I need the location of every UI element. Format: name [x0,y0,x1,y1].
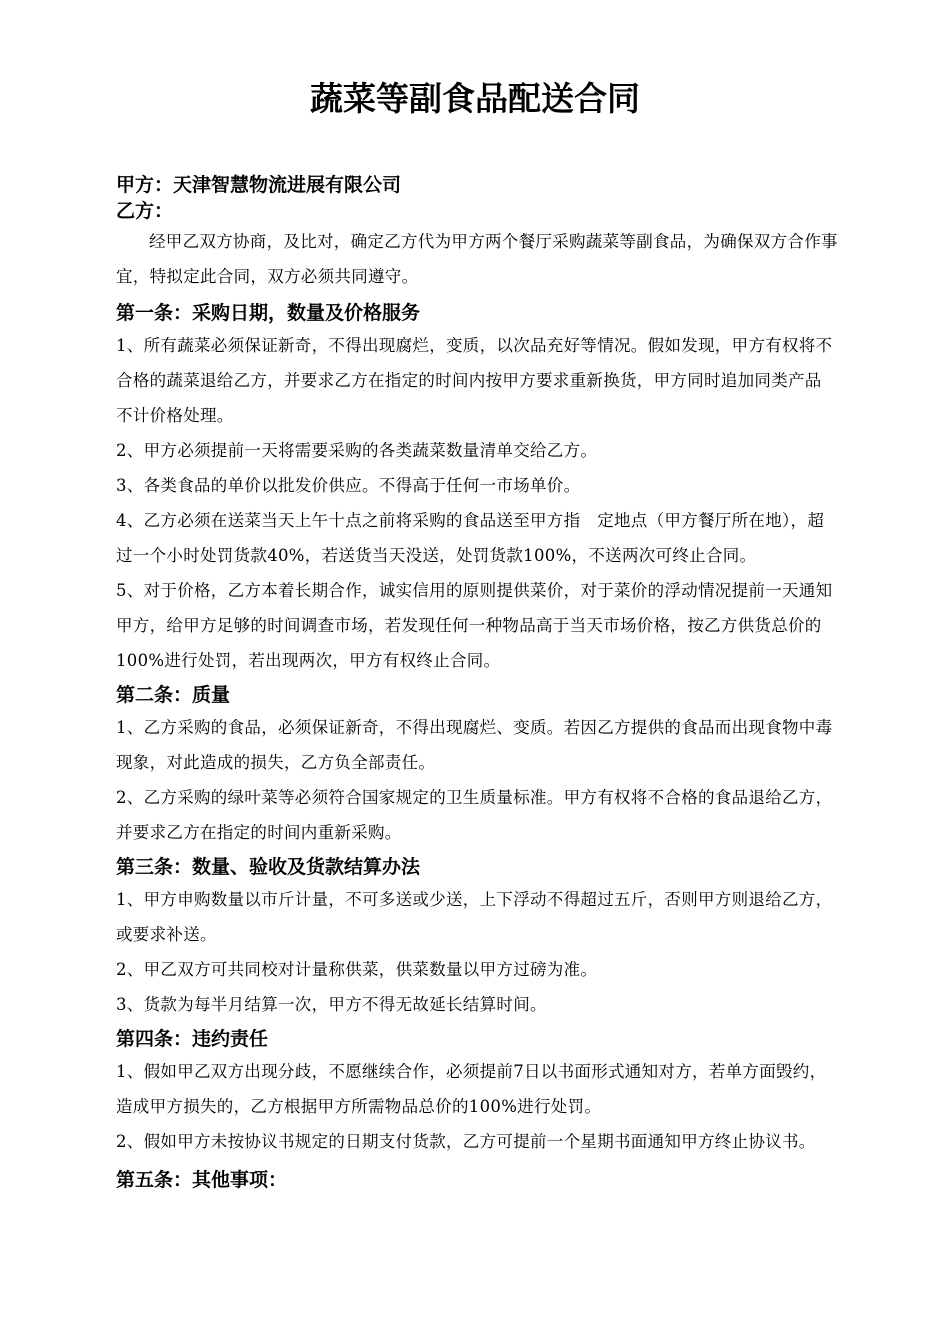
clause-paragraph: 2、假如甲方未按协议书规定的日期支付货款，乙方可提前一个星期书面通知甲方终止协议书。 [116,1132,816,1151]
clause-paragraph: 2、乙方采购的绿叶菜等必须符合国家规定的卫生质量标准。甲方有权将不合格的食品退给乙方，并要求乙方在指定的时间内重新采购。 [116,788,833,842]
section-1 [116,298,838,678]
clause-paragraph: 5、对于价格，乙方本着长期合作，诚实信用的原则提供菜价，对于菜价的浮动情况提前一天通知甲方，给甲方足够的时间调查市场，若发现任何一种物品高于当天市场价格，按乙方供货总价的100%进行处罚，若出现两次，甲方有权终止合同。 [116,581,833,670]
party-a: 甲方：天津智慧物流进展有限公司 [116,174,402,196]
clause-paragraph: 1、假如甲乙双方出现分歧，不愿继续合作，必须提前7日以书面形式通知对方，若单方面毁约，造成甲方损失的，乙方根据甲方所需物品总价的100%进行处罚。 [116,1062,827,1116]
section-2 [116,680,838,850]
section-5 [116,1165,838,1195]
clause-paragraph: 1、所有蔬菜必须保证新奇，不得出现腐烂，变质，以次品充好等情况。假如发现，甲方有权将不合格的蔬菜退给乙方，并要求乙方在指定的时间内按甲方要求重新换货，甲方同时追加同类产品不计价格处理。 [116,336,833,425]
party-b: 乙方： [116,200,174,222]
clause-paragraph: 1、甲方申购数量以市斤计量，不可多送或少送，上下浮动不得超过五斤，否则甲方则退给乙方，或要求补送。 [116,890,833,944]
clause-paragraph: 3、货款为每半月结算一次，甲方不得无故延长结算时间。 [116,995,547,1014]
document-title: 蔬菜等副食品配送合同 [310,79,640,118]
clause-paragraph: 4、乙方必须在送菜当天上午十点之前将采购的食品送至甲方指 定地点（甲方餐厅所在地），超过一个小时处罚货款40%，若送货当天没送，处罚货款100%，不送两次可终止合同。 [116,511,825,565]
section-heading: 第一条：采购日期，数量及价格服务 [116,302,421,324]
section-heading: 第五条：其他事项： [116,1169,288,1191]
clause-paragraph: 2、甲方必须提前一天将需要采购的各类蔬菜数量清单交给乙方。 [116,441,598,460]
section-heading: 第二条：质量 [116,684,231,706]
intro-paragraph: 经甲乙双方协商，及比对，确定乙方代为甲方两个餐厅采购蔬菜等副食品，为确保双方合作事宜，特拟定此合同，双方必须共同遵守。 [116,232,838,286]
section-3 [116,852,838,1022]
clause-paragraph: 3、各类食品的单价以批发价供应。不得高于任何一市场单价。 [116,476,581,495]
section-heading: 第四条：违约责任 [116,1028,269,1050]
clause-paragraph: 2、甲乙双方可共同校对计量称供菜，供菜数量以甲方过磅为准。 [116,960,598,979]
section-heading: 第三条：数量、验收及货款结算办法 [116,856,421,878]
section-4 [116,1024,838,1159]
document-body [116,172,838,1195]
clause-paragraph: 1、乙方采购的食品，必须保证新奇，不得出现腐烂、变质。若因乙方提供的食品而出现食物中毒现象，对此造成的损失，乙方负全部责任。 [116,718,833,772]
